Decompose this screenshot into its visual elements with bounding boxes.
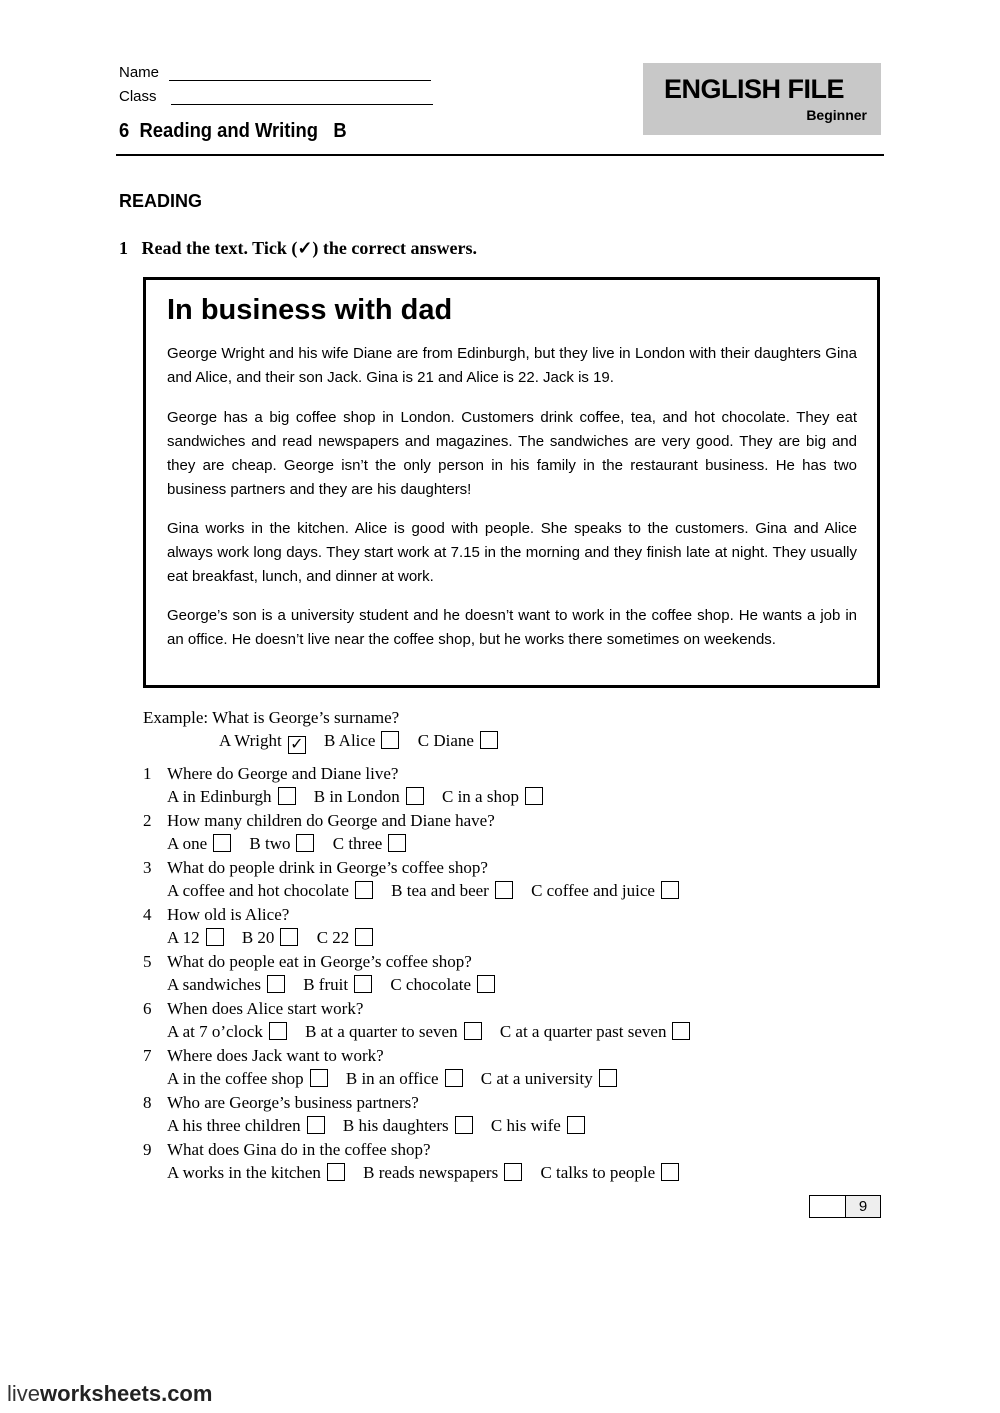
question-7: 7 Where does Jack want to work? bbox=[143, 1046, 384, 1065]
question-2: 2 How many children do George and Diane have? bbox=[143, 811, 495, 830]
header-divider bbox=[116, 154, 884, 156]
option: A sandwiches bbox=[167, 973, 285, 996]
option: A coffee and hot chocolate bbox=[167, 879, 373, 902]
example-checkbox-b[interactable] bbox=[381, 731, 399, 749]
name-line[interactable] bbox=[169, 66, 431, 81]
example-option-b: B Alice bbox=[324, 729, 399, 752]
question-8-options bbox=[143, 1114, 704, 1137]
q9-checkbox-a[interactable] bbox=[327, 1163, 345, 1181]
option: C his wife bbox=[491, 1114, 585, 1137]
question-1: 1 Where do George and Diane live? bbox=[143, 764, 399, 783]
q4-checkbox-b[interactable] bbox=[280, 928, 298, 946]
q6-checkbox-c[interactable] bbox=[672, 1022, 690, 1040]
option: A one bbox=[167, 832, 231, 855]
question-2-options bbox=[143, 832, 704, 855]
site-logo: liveworksheets.com bbox=[7, 1381, 213, 1406]
task-instruction: 1 Read the text. Tick (✓) the correct answers. bbox=[119, 238, 478, 258]
question-9-options bbox=[143, 1161, 704, 1184]
example-question: Example: What is George’s surname? bbox=[143, 708, 400, 727]
q2-checkbox-c[interactable] bbox=[388, 834, 406, 852]
name-row bbox=[119, 64, 431, 81]
q5-checkbox-a[interactable] bbox=[267, 975, 285, 993]
text-title: In business with dad bbox=[167, 294, 453, 326]
question-4: 4 How old is Alice? bbox=[143, 905, 290, 924]
example-option-c: C Diane bbox=[418, 729, 498, 752]
option: B in London bbox=[314, 785, 424, 808]
option: B at a quarter to seven bbox=[305, 1020, 481, 1043]
score-input[interactable] bbox=[809, 1195, 846, 1218]
q3-checkbox-a[interactable] bbox=[355, 881, 373, 899]
q4-checkbox-a[interactable] bbox=[206, 928, 224, 946]
option: B fruit bbox=[303, 973, 372, 996]
question-4-options bbox=[143, 926, 704, 949]
q3-checkbox-b[interactable] bbox=[495, 881, 513, 899]
option: A works in the kitchen bbox=[167, 1161, 345, 1184]
option: A in the coffee shop bbox=[167, 1067, 328, 1090]
brand-logo bbox=[643, 63, 881, 135]
class-label: Class bbox=[119, 88, 157, 105]
option: C at a university bbox=[481, 1067, 617, 1090]
question-5: 5 What do people eat in George’s coffee shop? bbox=[143, 952, 472, 971]
option: A his three children bbox=[167, 1114, 325, 1137]
q4-checkbox-c[interactable] bbox=[355, 928, 373, 946]
q7-checkbox-b[interactable] bbox=[445, 1069, 463, 1087]
example-checkbox-a[interactable]: ✓ bbox=[288, 736, 306, 754]
brand-title: ENGLISH FILE bbox=[664, 74, 845, 104]
unit-title: 6 Reading and Writing B bbox=[119, 120, 347, 142]
question-7-options bbox=[143, 1067, 704, 1090]
option: A at 7 o’clock bbox=[167, 1020, 287, 1043]
q5-checkbox-c[interactable] bbox=[477, 975, 495, 993]
q3-checkbox-c[interactable] bbox=[661, 881, 679, 899]
example-checkbox-c[interactable] bbox=[480, 731, 498, 749]
option: B in an office bbox=[346, 1067, 463, 1090]
q8-checkbox-b[interactable] bbox=[455, 1116, 473, 1134]
q8-checkbox-a[interactable] bbox=[307, 1116, 325, 1134]
option: C talks to people bbox=[540, 1161, 679, 1184]
question-8: 8 Who are George’s business partners? bbox=[143, 1093, 419, 1112]
q1-checkbox-b[interactable] bbox=[406, 787, 424, 805]
brand-subtitle: Beginner bbox=[806, 107, 867, 123]
option: B reads newspapers bbox=[363, 1161, 522, 1184]
q7-checkbox-c[interactable] bbox=[599, 1069, 617, 1087]
example-options bbox=[219, 729, 512, 754]
option: B tea and beer bbox=[391, 879, 513, 902]
option: B his daughters bbox=[343, 1114, 473, 1137]
q6-checkbox-b[interactable] bbox=[464, 1022, 482, 1040]
option: C at a quarter past seven bbox=[500, 1020, 691, 1043]
question-3-options bbox=[143, 879, 704, 902]
question-9: 9 What does Gina do in the coffee shop? bbox=[143, 1140, 431, 1159]
paragraph-3: Gina works in the kitchen. Alice is good with people. She speaks to the customers. Gina and Alice always work long days. They start work at 7.15 in the morning and they finish late at night. They usually eat breakfast, lunch, and dinner at work. bbox=[167, 520, 857, 585]
q5-checkbox-b[interactable] bbox=[354, 975, 372, 993]
question-6-options bbox=[143, 1020, 704, 1043]
question-list bbox=[143, 762, 704, 1184]
q2-checkbox-b[interactable] bbox=[296, 834, 314, 852]
option: C in a shop bbox=[442, 785, 543, 808]
q6-checkbox-a[interactable] bbox=[269, 1022, 287, 1040]
class-row bbox=[119, 88, 433, 105]
paragraph-1: George Wright and his wife Diane are from Edinburgh, but they live in London with their daughters Gina and Alice, and their son Jack. Gina is 21 and Alice is 22. Jack is 19. bbox=[167, 345, 857, 386]
option: C 22 bbox=[317, 926, 374, 949]
score-total: 9 bbox=[845, 1195, 881, 1218]
question-1-options bbox=[143, 785, 704, 808]
reading-text-box bbox=[143, 277, 880, 688]
option: A in Edinburgh bbox=[167, 785, 296, 808]
class-line[interactable] bbox=[171, 90, 433, 105]
q9-checkbox-b[interactable] bbox=[504, 1163, 522, 1181]
option: A 12 bbox=[167, 926, 224, 949]
question-6: 6 When does Alice start work? bbox=[143, 999, 364, 1018]
paragraph-4: George’s son is a university student and he doesn’t want to work in the coffee shop. He wants a job in an office. He doesn’t live near the coffee shop, but he works there sometimes on weekends. bbox=[167, 607, 857, 648]
option: C chocolate bbox=[390, 973, 495, 996]
option: B two bbox=[249, 832, 314, 855]
name-label: Name bbox=[119, 64, 160, 81]
q8-checkbox-c[interactable] bbox=[567, 1116, 585, 1134]
q9-checkbox-c[interactable] bbox=[661, 1163, 679, 1181]
example-option-a: A Wright ✓ bbox=[219, 729, 306, 754]
section-heading: READING bbox=[119, 191, 203, 211]
q7-checkbox-a[interactable] bbox=[310, 1069, 328, 1087]
question-3: 3 What do people drink in George’s coffee shop? bbox=[143, 858, 488, 877]
option: C coffee and juice bbox=[531, 879, 679, 902]
paragraph-2: George has a big coffee shop in London. Customers drink coffee, tea, and hot chocolate. They eat sandwiches and read newspapers and magazines. The sandwiches are very good. They are big and they are cheap. George isn’t the only person in his family in the restaurant business. He has two business partners and they are his daughters! bbox=[167, 409, 857, 498]
q1-checkbox-a[interactable] bbox=[278, 787, 296, 805]
option: C three bbox=[333, 832, 407, 855]
option: B 20 bbox=[242, 926, 299, 949]
q1-checkbox-c[interactable] bbox=[525, 787, 543, 805]
q2-checkbox-a[interactable] bbox=[213, 834, 231, 852]
question-5-options bbox=[143, 973, 704, 996]
